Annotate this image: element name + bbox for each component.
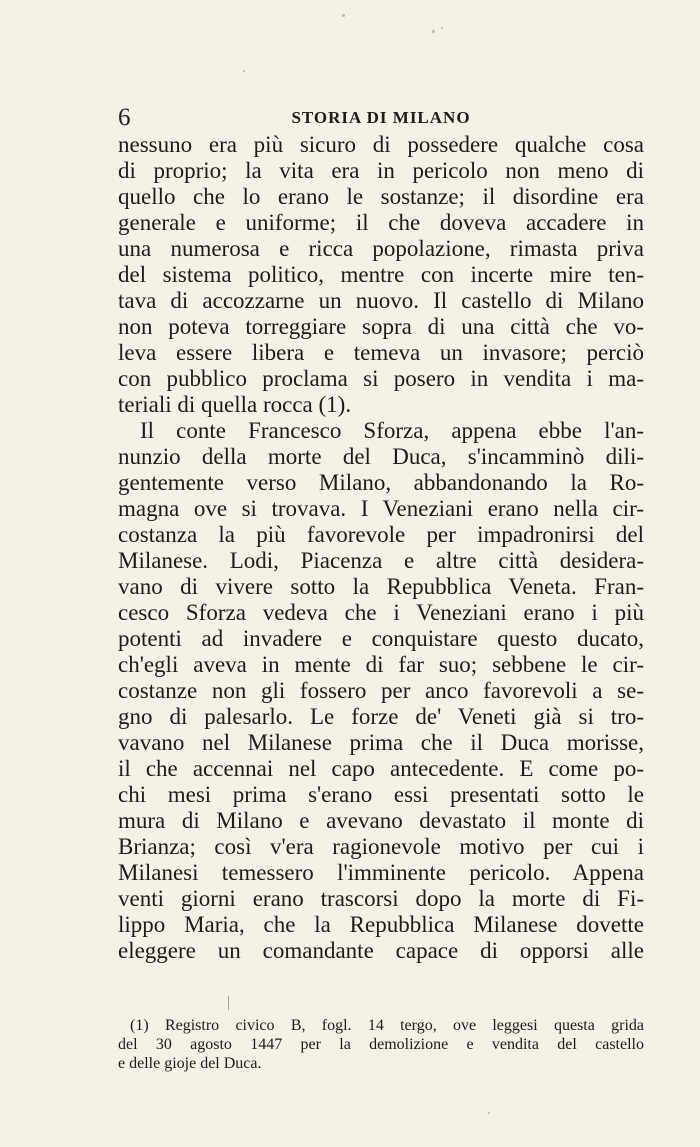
text-line: Il conte Francesco Sforza, appena ebbe l'an-	[140, 418, 644, 443]
footnote-rule	[228, 996, 229, 1010]
text-line: Milanesi temessero l'imminente pericolo. Appena	[118, 860, 644, 885]
footnote-line: (1) Registro civico B, fogl. 14 tergo, ove leggesi questa grida	[130, 1017, 644, 1034]
text-line: costanza la più favorevole per impadronirsi del	[118, 522, 644, 547]
text-line: mura di Milano e avevano devastato il monte di	[118, 808, 644, 833]
text-line: nessuno era più sicuro di possedere qualche cosa	[118, 132, 644, 157]
text-line: vano di vivere sotto la Repubblica Veneta. Fran-	[118, 574, 644, 599]
page-speck	[432, 30, 435, 33]
page-speck	[243, 70, 245, 72]
text-line: Milanese. Lodi, Piacenza e altre città desidera-	[118, 548, 644, 573]
running-title: STORIA DI MILANO	[291, 108, 471, 127]
text-line: il che accennai nel capo antecedente. E come po-	[118, 756, 644, 781]
text-line: lippo Maria, che la Repubblica Milanese dovette	[118, 912, 644, 937]
text-line: teriali di quella rocca (1).	[118, 392, 352, 417]
page-number: 6	[118, 104, 131, 131]
text-line: venti giorni erano trascorsi dopo la morte di Fi-	[118, 886, 644, 911]
text-line: chi mesi prima s'erano essi presentati sotto le	[118, 782, 644, 807]
page-header	[118, 103, 644, 133]
footnote	[118, 1016, 644, 1073]
text-line: nunzio della morte del Duca, s'incamminò dili-	[118, 444, 644, 469]
body-text	[118, 132, 644, 964]
text-line: ch'egli aveva in mente di far suo; sebbene le cir-	[118, 652, 644, 677]
text-line: gentemente verso Milano, abbandonando la Ro-	[118, 470, 644, 495]
footnote-line: e delle gioje del Duca.	[118, 1055, 262, 1072]
text-line: potenti ad invadere e conquistare questo ducato,	[118, 626, 644, 651]
text-line: del sistema politico, mentre con incerte mire ten-	[118, 262, 644, 287]
text-line: leva essere libera e temeva un invasore; perciò	[118, 340, 644, 365]
footnote-line: del 30 agosto 1447 per la demolizione e vendita del castello	[118, 1036, 644, 1053]
text-line: cesco Sforza vedeva che i Veneziani erano i più	[118, 600, 644, 625]
text-line: con pubblico proclama si posero in vendita i ma-	[118, 366, 644, 391]
text-line: Brianza; così v'era ragionevole motivo per cui i	[118, 834, 644, 859]
text-line: magna ove si trovava. I Veneziani erano nella cir-	[118, 496, 644, 521]
text-line: generale e uniforme; il che doveva accadere in	[118, 210, 644, 235]
page-speck	[342, 14, 345, 17]
text-line: quello che lo erano le sostanze; il disordine era	[118, 184, 644, 209]
text-line: tava di accozzarne un nuovo. Il castello di Milano	[118, 288, 644, 313]
page-speck	[441, 27, 443, 29]
text-line: una numerosa e ricca popolazione, rimasta priva	[118, 236, 644, 261]
text-line: gno di palesarlo. Le forze de' Veneti già si tro-	[118, 704, 644, 729]
text-line: non poteva torreggiare sopra di una città che vo-	[118, 314, 644, 339]
page-speck	[488, 1112, 490, 1114]
text-line: vavano nel Milanese prima che il Duca morisse,	[118, 730, 644, 755]
text-line: eleggere un comandante capace di opporsi alle	[118, 938, 644, 963]
text-line: costanze non gli fossero per anco favorevoli a se-	[118, 678, 644, 703]
text-line: di proprio; la vita era in pericolo non meno di	[118, 158, 644, 183]
